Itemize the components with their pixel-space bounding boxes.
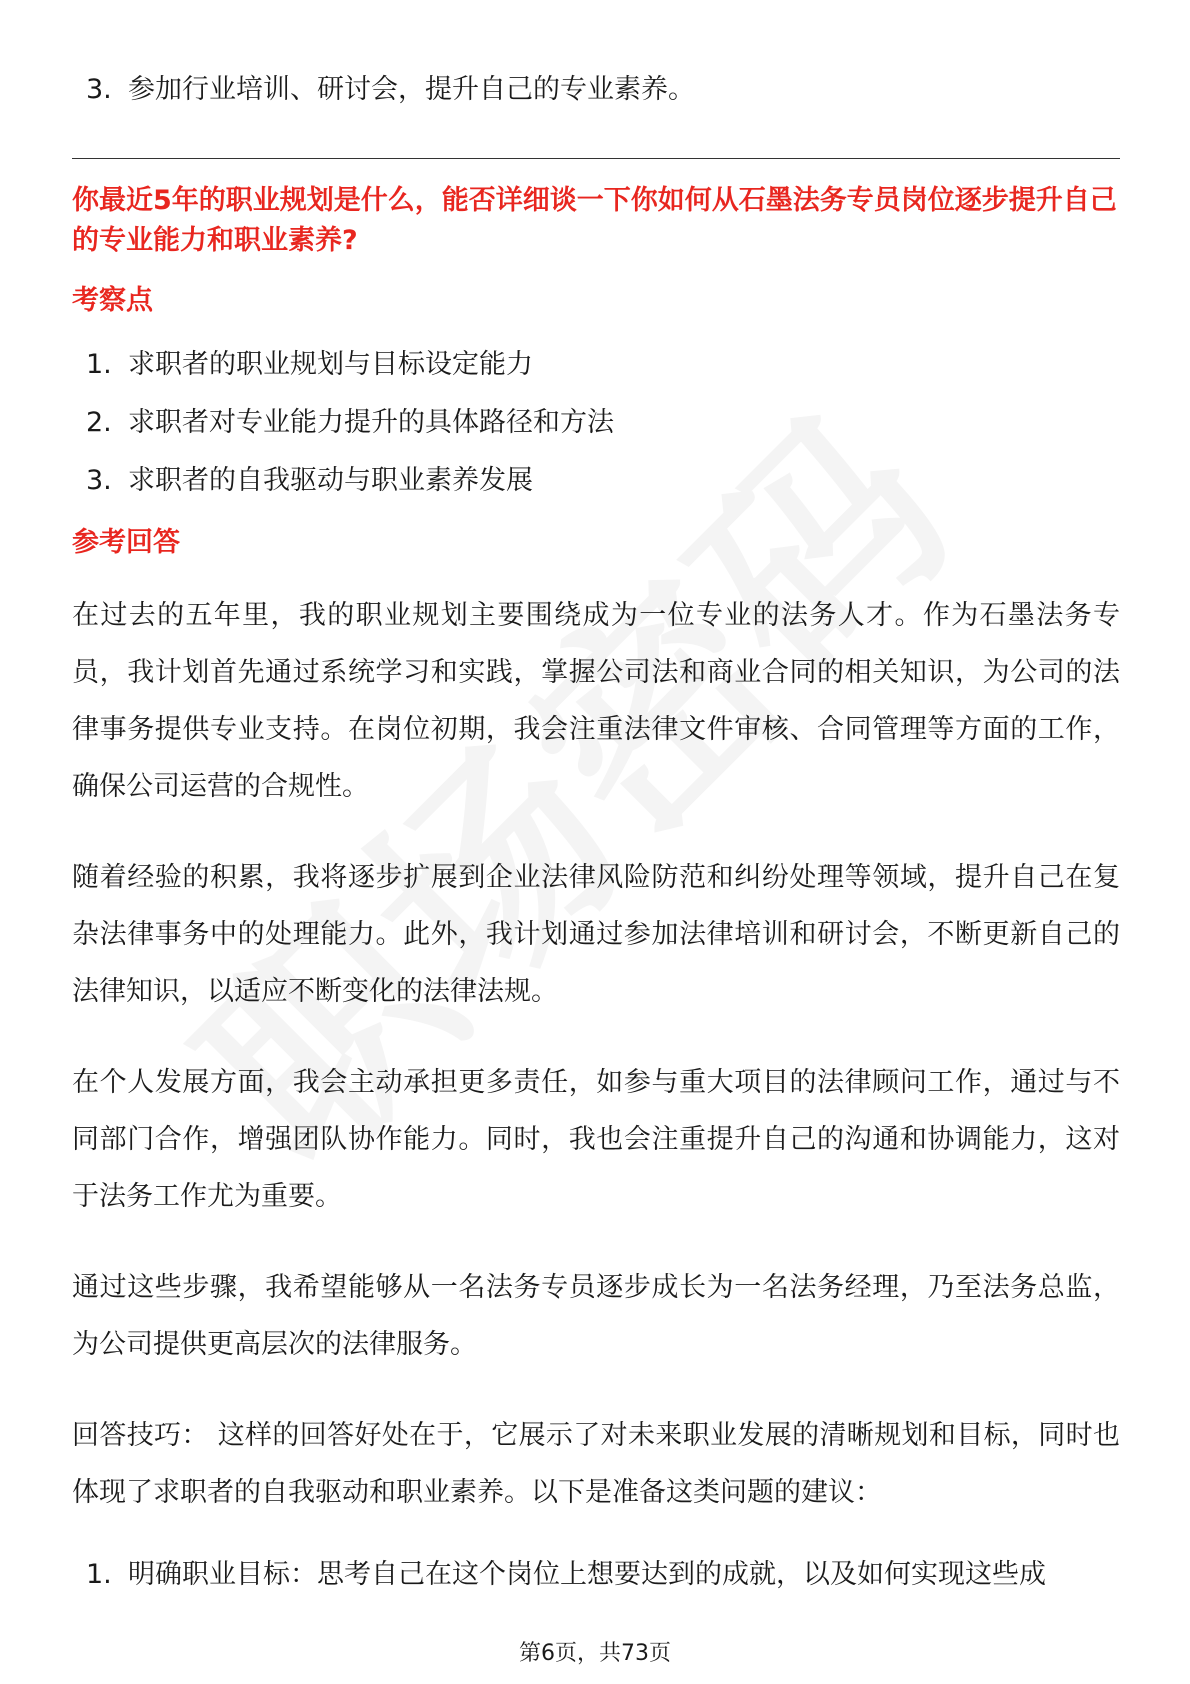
answer-heading: 参考回答 xyxy=(72,527,180,558)
list-item xyxy=(72,461,1120,501)
answer-paragraph: 在过去的五年里，我的职业规划主要围绕成为一位专业的法务人才。作为石墨法务专员，我计划首先通过系统学习和实践，掌握公司法和商业合同的相关知识，为公司的法律事务提供专业支持。在岗位初期，我会注重法律文件审核、合同管理等方面的工作，确保公司运营的合规性。 xyxy=(72,600,1120,802)
list-number: 3. xyxy=(86,74,112,105)
interview-question: 你最近5年的职业规划是什么，能否详细谈一下你如何从石墨法务专员岗位逐步提升自己的专业能力和职业素养? xyxy=(72,185,1117,256)
list-text: 求职者对专业能力提升的具体路径和方法 xyxy=(128,407,614,438)
answer-paragraph: 通过这些步骤，我希望能够从一名法务专员逐步成长为一名法务经理，乃至法务总监，为公司提供更高层次的法律服务。 xyxy=(72,1272,1120,1360)
list-item xyxy=(72,1555,1120,1595)
list-text: 求职者的自我驱动与职业素养发展 xyxy=(128,465,533,496)
page-number-footer: 第6页，共73页 xyxy=(519,1641,671,1666)
points-list xyxy=(72,345,1120,501)
list-text: 参加行业培训、研讨会，提升自己的专业素养。 xyxy=(128,74,695,105)
points-heading: 考察点 xyxy=(72,285,153,316)
list-number: 1. xyxy=(86,1559,112,1590)
list-number: 1. xyxy=(86,349,112,380)
answer-paragraph: 在个人发展方面，我会主动承担更多责任，如参与重大项目的法律顾问工作，通过与不同部门合作，增强团队协作能力。同时，我也会注重提升自己的沟通和协调能力，这对于法务工作尤为重要。 xyxy=(72,1067,1120,1212)
list-text: 明确职业目标：思考自己在这个岗位上想要达到的成就，以及如何实现这些成 xyxy=(128,1559,1046,1590)
list-item xyxy=(72,345,1120,385)
page-content xyxy=(72,70,1120,1595)
list-text: 求职者的职业规划与目标设定能力 xyxy=(128,349,533,380)
list-number: 3. xyxy=(86,465,112,496)
list-item xyxy=(72,403,1120,443)
section-divider xyxy=(72,158,1120,159)
list-number: 2. xyxy=(86,407,112,438)
list-item xyxy=(72,70,1120,110)
answer-paragraph: 随着经验的积累，我将逐步扩展到企业法律风险防范和纠纷处理等领域，提升自己在复杂法律事务中的处理能力。此外，我计划通过参加法律培训和研讨会，不断更新自己的法律知识，以适应不断变化的法律法规。 xyxy=(72,862,1120,1007)
tips-list xyxy=(72,1555,1120,1595)
tips-paragraph: 回答技巧： 这样的回答好处在于，它展示了对未来职业发展的清晰规划和目标，同时也体现了求职者的自我驱动和职业素养。以下是准备这类问题的建议： xyxy=(72,1420,1120,1508)
